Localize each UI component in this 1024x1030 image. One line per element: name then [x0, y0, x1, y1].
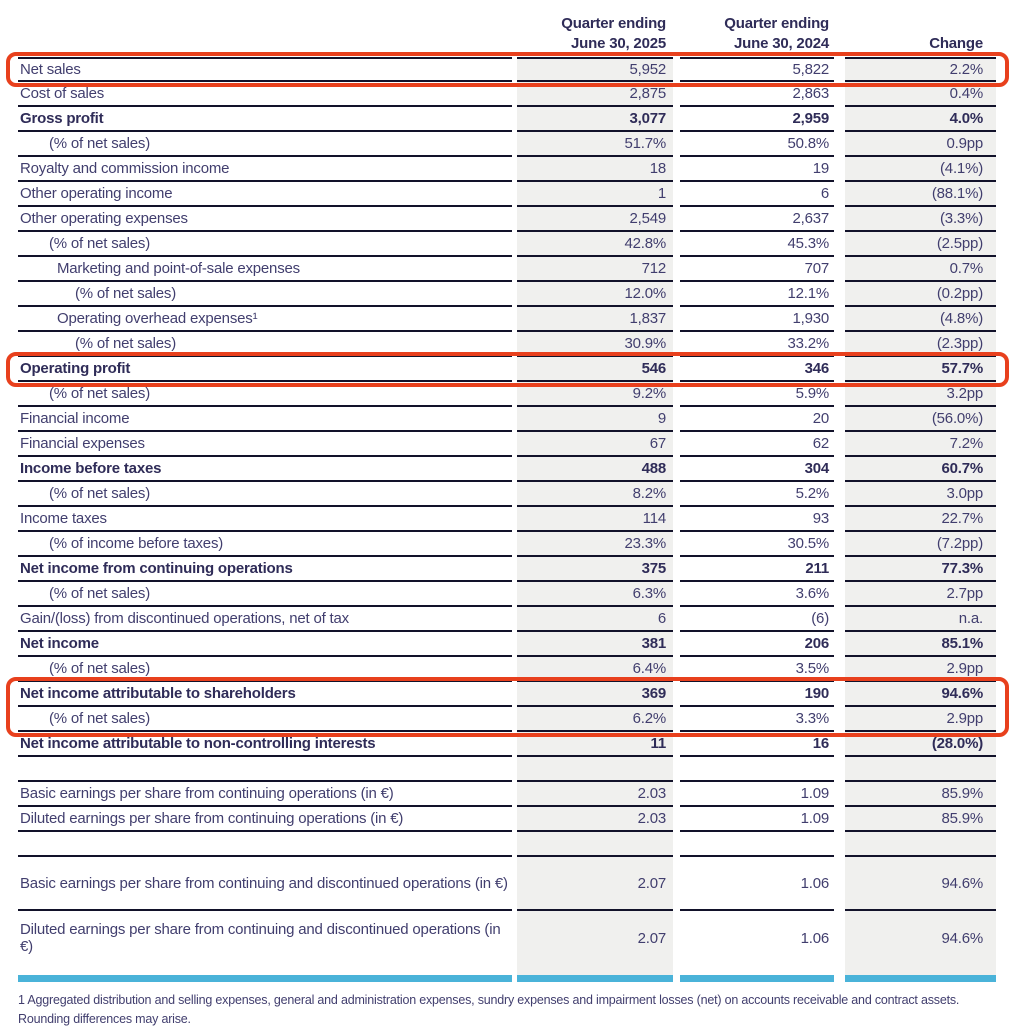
table-row: [18, 332, 996, 357]
value-2024: 206: [680, 632, 834, 657]
table-row: [18, 657, 996, 682]
table-row: [18, 307, 996, 332]
value-2024: (6): [680, 607, 834, 632]
column-gap: [673, 457, 680, 482]
value-2024: 1,930: [680, 307, 834, 332]
column-gap: [834, 732, 845, 757]
value-2025: 6.3%: [517, 582, 673, 607]
column-gap: [834, 182, 845, 207]
value-2025: 1,837: [517, 307, 673, 332]
value-change: 85.9%: [845, 782, 996, 807]
empty-label-cell: [18, 965, 512, 975]
value-2024: 2,863: [680, 82, 834, 107]
value-change: (2.5pp): [845, 232, 996, 257]
row-label: Marketing and point-of-sale expenses: [18, 257, 512, 282]
column-gap: [673, 332, 680, 357]
value-2024: 12.1%: [680, 282, 834, 307]
column-gap: [673, 357, 680, 382]
column-gap: [834, 632, 845, 657]
value-2025: 6.4%: [517, 657, 673, 682]
column-gap: [834, 965, 845, 975]
column-gap: [673, 207, 680, 232]
table-row: [18, 207, 996, 232]
value-2024: 16: [680, 732, 834, 757]
column-gap: [834, 382, 845, 407]
row-label: Operating profit: [18, 357, 512, 382]
value-2024: 5.2%: [680, 482, 834, 507]
value-2025: 546: [517, 357, 673, 382]
column-gap: [673, 707, 680, 732]
table-row: [18, 432, 996, 457]
value-change: (56.0%): [845, 407, 996, 432]
row-label: Royalty and commission income: [18, 157, 512, 182]
empty-cell: [517, 965, 673, 975]
spacer-row: [18, 832, 996, 857]
value-change: 94.6%: [845, 682, 996, 707]
table-row: [18, 157, 996, 182]
table-row: [18, 857, 996, 911]
row-label: Net income: [18, 632, 512, 657]
row-label: (% of income before taxes): [18, 532, 512, 557]
column-gap: [834, 507, 845, 532]
value-2025: 8.2%: [517, 482, 673, 507]
value-2024: 5,822: [680, 57, 834, 82]
column-gap: [673, 582, 680, 607]
column-header-change: [845, 34, 996, 57]
column-gap: [834, 407, 845, 432]
column-header-line1: Quarter ending: [561, 15, 666, 32]
column-gap: [834, 132, 845, 157]
spacer-row: [18, 757, 996, 782]
value-2024: 190: [680, 682, 834, 707]
row-label: (% of net sales): [18, 657, 512, 682]
column-gap: [834, 257, 845, 282]
row-label: Net income attributable to shareholders: [18, 682, 512, 707]
value-change: (2.3pp): [845, 332, 996, 357]
table-row: [18, 482, 996, 507]
value-2024: 93: [680, 507, 834, 532]
row-label: Income taxes: [18, 507, 512, 532]
value-2024: 2,637: [680, 207, 834, 232]
table-row: [18, 132, 996, 157]
value-change: 2.7pp: [845, 582, 996, 607]
table-row: [18, 532, 996, 557]
row-label: Income before taxes: [18, 457, 512, 482]
value-2025: 11: [517, 732, 673, 757]
column-gap: [834, 911, 845, 965]
empty-cell: [845, 832, 996, 857]
value-change: 7.2%: [845, 432, 996, 457]
table-row: [18, 382, 996, 407]
column-gap: [834, 482, 845, 507]
row-label: Net income attributable to non-controlling interests: [18, 732, 512, 757]
value-2025: 18: [517, 157, 673, 182]
row-label: Financial income: [18, 407, 512, 432]
row-label: Basic earnings per share from continuing and discontinued operations (in €): [18, 857, 512, 911]
table-row: [18, 707, 996, 732]
column-gap: [673, 232, 680, 257]
value-change: 94.6%: [845, 911, 996, 965]
column-gap: [834, 757, 845, 782]
footnote-1: 1 Aggregated distribution and selling expenses, general and administration expenses, sundry expenses and impairment losses (net) on accounts receivable and contract assets.: [18, 993, 960, 1007]
value-2024: 5.9%: [680, 382, 834, 407]
column-gap: [834, 307, 845, 332]
value-2025: 42.8%: [517, 232, 673, 257]
column-gap: [673, 157, 680, 182]
value-2025: 12.0%: [517, 282, 673, 307]
value-2024: 211: [680, 557, 834, 582]
column-gap: [834, 857, 845, 911]
column-gap: [673, 507, 680, 532]
value-2024: 707: [680, 257, 834, 282]
table-row: [18, 557, 996, 582]
value-2025: 375: [517, 557, 673, 582]
value-2024: 45.3%: [680, 232, 834, 257]
value-change: 2.9pp: [845, 707, 996, 732]
value-change: 85.1%: [845, 632, 996, 657]
row-label: (% of net sales): [18, 132, 512, 157]
value-change: 0.4%: [845, 82, 996, 107]
value-change: 22.7%: [845, 507, 996, 532]
column-gap: [834, 782, 845, 807]
value-2025: 2.07: [517, 911, 673, 965]
value-2024: 3.5%: [680, 657, 834, 682]
value-change: (7.2pp): [845, 532, 996, 557]
table-row: [18, 57, 996, 82]
column-gap: [834, 157, 845, 182]
row-label: (% of net sales): [18, 707, 512, 732]
table-row: [18, 682, 996, 707]
row-label: (% of net sales): [18, 482, 512, 507]
value-change: (4.1%): [845, 157, 996, 182]
empty-cell: [517, 757, 673, 782]
column-gap: [673, 782, 680, 807]
value-change: 57.7%: [845, 357, 996, 382]
column-gap: [834, 832, 845, 857]
column-header-q2-2024: [680, 14, 834, 57]
column-gap: [673, 182, 680, 207]
value-2025: 114: [517, 507, 673, 532]
value-2024: 1.06: [680, 911, 834, 965]
value-2025: 2,549: [517, 207, 673, 232]
value-2025: 23.3%: [517, 532, 673, 557]
row-label: Other operating income: [18, 182, 512, 207]
value-change: (4.8%): [845, 307, 996, 332]
table-row: [18, 632, 996, 657]
value-change: (0.2pp): [845, 282, 996, 307]
value-2024: 6: [680, 182, 834, 207]
empty-cell: [845, 965, 996, 975]
table-header: [18, 10, 996, 57]
value-change: 2.9pp: [845, 657, 996, 682]
value-2024: 1.09: [680, 782, 834, 807]
table-row: [18, 282, 996, 307]
empty-label-cell: [18, 757, 512, 782]
row-label: Financial expenses: [18, 432, 512, 457]
column-gap: [673, 57, 680, 82]
value-2024: 62: [680, 432, 834, 457]
column-gap: [834, 357, 845, 382]
value-change: 3.2pp: [845, 382, 996, 407]
column-gap: [673, 132, 680, 157]
column-gap: [834, 457, 845, 482]
value-change: 2.2%: [845, 57, 996, 82]
column-gap: [673, 965, 680, 975]
table-row: [18, 182, 996, 207]
value-change: 3.0pp: [845, 482, 996, 507]
row-label: Net income from continuing operations: [18, 557, 512, 582]
column-gap: [673, 382, 680, 407]
column-gap: [834, 82, 845, 107]
row-label: Diluted earnings per share from continuing operations (in €): [18, 807, 512, 832]
column-gap: [834, 232, 845, 257]
table-row: [18, 607, 996, 632]
value-2024: 3.6%: [680, 582, 834, 607]
column-gap: [673, 532, 680, 557]
column-gap: [834, 57, 845, 82]
column-gap: [673, 607, 680, 632]
table-bottom-bar: [18, 975, 996, 982]
value-change: (3.3%): [845, 207, 996, 232]
column-gap: [834, 807, 845, 832]
row-label: Basic earnings per share from continuing operations (in €): [18, 782, 512, 807]
value-2024: 33.2%: [680, 332, 834, 357]
column-gap: [834, 582, 845, 607]
value-2025: 381: [517, 632, 673, 657]
value-change: (28.0%): [845, 732, 996, 757]
empty-label-cell: [18, 832, 512, 857]
value-change: 85.9%: [845, 807, 996, 832]
row-label: Other operating expenses: [18, 207, 512, 232]
value-change: 4.0%: [845, 107, 996, 132]
column-gap: [834, 532, 845, 557]
column-gap: [673, 282, 680, 307]
table-row: [18, 357, 996, 382]
row-label: (% of net sales): [18, 232, 512, 257]
footnote-2: Rounding differences may arise.: [18, 1012, 191, 1026]
row-label: (% of net sales): [18, 332, 512, 357]
value-2025: 369: [517, 682, 673, 707]
value-2025: 6.2%: [517, 707, 673, 732]
value-2025: 9.2%: [517, 382, 673, 407]
table-row: [18, 407, 996, 432]
value-2025: 9: [517, 407, 673, 432]
column-gap: [834, 107, 845, 132]
row-label: Gross profit: [18, 107, 512, 132]
column-gap: [673, 82, 680, 107]
column-gap: [673, 682, 680, 707]
empty-cell: [517, 832, 673, 857]
value-2025: 67: [517, 432, 673, 457]
column-gap: [834, 282, 845, 307]
value-change: n.a.: [845, 607, 996, 632]
row-label: Diluted earnings per share from continuing and discontinued operations (in €): [20, 921, 501, 955]
column-gap: [834, 557, 845, 582]
column-gap: [673, 482, 680, 507]
column-gap: [834, 207, 845, 232]
column-gap: [834, 657, 845, 682]
value-2024: 19: [680, 157, 834, 182]
table-row: [18, 507, 996, 532]
column-gap: [673, 557, 680, 582]
footnotes: [18, 991, 1024, 1029]
row-label: (% of net sales): [18, 582, 512, 607]
table-row: [18, 807, 996, 832]
row-label: Cost of sales: [18, 82, 512, 107]
value-2024: 304: [680, 457, 834, 482]
value-2025: 3,077: [517, 107, 673, 132]
column-header-line2: June 30, 2024: [734, 35, 829, 52]
table-row: [18, 457, 996, 482]
bottom-bar-segment: [845, 975, 996, 982]
value-2024: 346: [680, 357, 834, 382]
column-gap: [834, 607, 845, 632]
table-row: [18, 82, 996, 107]
column-gap: [834, 432, 845, 457]
empty-cell: [680, 832, 834, 857]
column-gap: [834, 707, 845, 732]
column-header-q2-2025: [517, 14, 673, 57]
pad-row: [18, 965, 996, 975]
column-gap: [673, 407, 680, 432]
bottom-bar-segment: [680, 975, 834, 982]
value-2024: 20: [680, 407, 834, 432]
row-label: (% of net sales): [18, 382, 512, 407]
bottom-bar-segment: [517, 975, 673, 982]
value-2025: 488: [517, 457, 673, 482]
column-header-line2: Change: [929, 35, 983, 52]
row-label: Net sales: [18, 57, 512, 82]
row-label: (% of net sales): [18, 282, 512, 307]
value-2025: 5,952: [517, 57, 673, 82]
column-gap: [673, 257, 680, 282]
value-2024: 1.06: [680, 857, 834, 911]
value-2025: 2.03: [517, 782, 673, 807]
table-row: [18, 732, 996, 757]
table-row: [18, 257, 996, 282]
value-2024: 3.3%: [680, 707, 834, 732]
value-2025: 712: [517, 257, 673, 282]
value-2024: 50.8%: [680, 132, 834, 157]
row-label: Operating overhead expenses¹: [18, 307, 512, 332]
column-gap: [834, 332, 845, 357]
column-gap: [673, 911, 680, 965]
value-2025: 1: [517, 182, 673, 207]
column-gap: [673, 857, 680, 911]
value-2024: 30.5%: [680, 532, 834, 557]
column-gap: [673, 757, 680, 782]
column-gap: [673, 732, 680, 757]
table-row: [18, 782, 996, 807]
table-row: [18, 582, 996, 607]
table-row: [18, 911, 996, 965]
column-header-line1: Quarter ending: [724, 15, 829, 32]
table-row: [18, 232, 996, 257]
value-change: (88.1%): [845, 182, 996, 207]
column-gap: [673, 107, 680, 132]
column-gap: [834, 682, 845, 707]
value-change: 0.7%: [845, 257, 996, 282]
value-change: 77.3%: [845, 557, 996, 582]
column-header-line2: June 30, 2025: [571, 35, 666, 52]
value-2025: 6: [517, 607, 673, 632]
column-gap: [673, 657, 680, 682]
table-body: [18, 57, 996, 975]
value-2025: 2.03: [517, 807, 673, 832]
value-change: 94.6%: [845, 857, 996, 911]
income-statement-table: [18, 10, 996, 982]
value-2025: 51.7%: [517, 132, 673, 157]
table-row: [18, 107, 996, 132]
column-gap: [673, 807, 680, 832]
empty-cell: [845, 757, 996, 782]
column-gap: [673, 432, 680, 457]
row-label: Gain/(loss) from discontinued operations, net of tax: [18, 607, 512, 632]
value-2025: 2,875: [517, 82, 673, 107]
value-2025: 30.9%: [517, 332, 673, 357]
empty-cell: [680, 965, 834, 975]
column-gap: [673, 307, 680, 332]
empty-cell: [680, 757, 834, 782]
value-change: 60.7%: [845, 457, 996, 482]
column-gap: [673, 632, 680, 657]
value-2024: 2,959: [680, 107, 834, 132]
value-change: 0.9pp: [845, 132, 996, 157]
bottom-bar-segment: [18, 975, 512, 982]
column-gap: [673, 832, 680, 857]
value-2025: 2.07: [517, 857, 673, 911]
value-2024: 1.09: [680, 807, 834, 832]
